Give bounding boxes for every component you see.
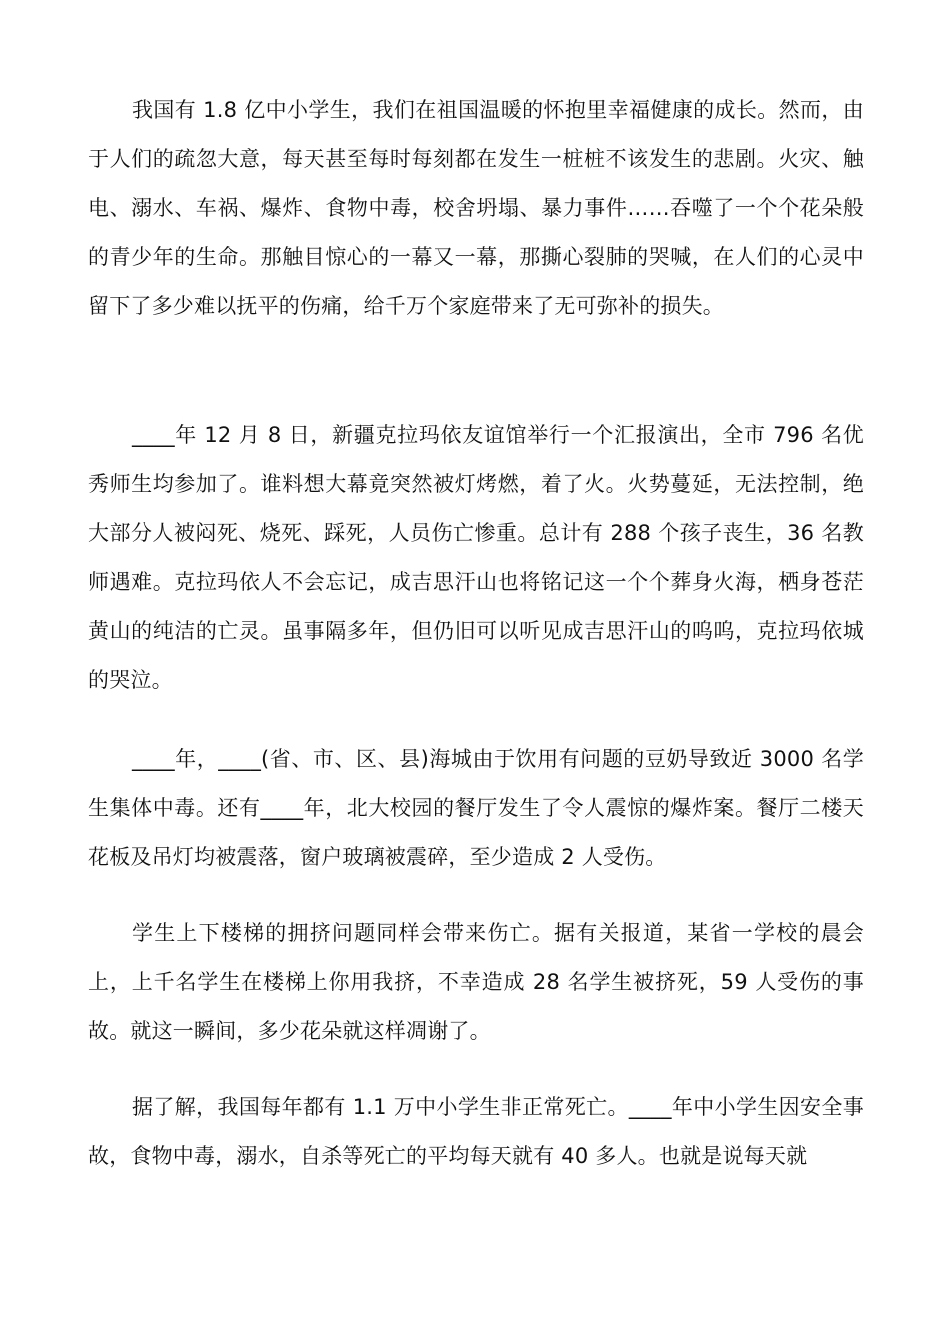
paragraph-4: 学生上下楼梯的拥挤问题同样会带来伤亡。据有关报道，某省一学校的晨会上，上千名学生在楼梯上你用我挤，不幸造成 28 名学生被挤死，59 人受伤的事故。就这一瞬间，多少花朵就这样凋谢了。 [88,921,864,1043]
paragraph-3: ____年，____(省、市、区、县)海城由于饮用有问题的豆奶导致近 3000 名学生集体中毒。还有____年，北大校园的餐厅发生了令人震惊的爆炸案。餐厅二楼天花板及吊灯均被震落，窗户玻璃被震碎，至少造成 2 人受伤。 [88,747,864,869]
paragraph-5: 据了解，我国每年都有 1.1 万中小学生非正常死亡。____年中小学生因安全事故，食物中毒，溺水，自杀等死亡的平均每天就有 40 多人。也就是说每天就 [88,1095,864,1168]
paragraph-1: 我国有 1.8 亿中小学生，我们在祖国温暖的怀抱里幸福健康的成长。然而，由于人们的疏忽大意，每天甚至每时每刻都在发生一桩桩不该发生的悲剧。火灾、触电、溺水、车祸、爆炸、食物中毒，校舍坍塌、暴力事件……吞噬了一个个花朵般的青少年的生命。那触目惊心的一幕又一幕，那撕心裂肺的哭喊，在人们的心灵中留下了多少难以抚平的伤痛，给千万个家庭带来了无可弥补的损失。 [88,98,864,318]
paragraph-2: ____年 12 月 8 日，新疆克拉玛依友谊馆举行一个汇报演出，全市 796 名优秀师生均参加了。谁料想大幕竟突然被灯烤燃，着了火。火势蔓延，无法控制，绝大部分人被闷死、烧死、踩死，人员伤亡惨重。总计有 288 个孩子丧生，36 名教师遇难。克拉玛依人不会忘记，成吉思汗山也将铭记这一个个葬身火海，栖身苍茫黄山的纯洁的亡灵。虽事隔多年，但仍旧可以听见成吉思汗山的呜呜，克拉玛依城的哭泣。 [88,423,864,692]
